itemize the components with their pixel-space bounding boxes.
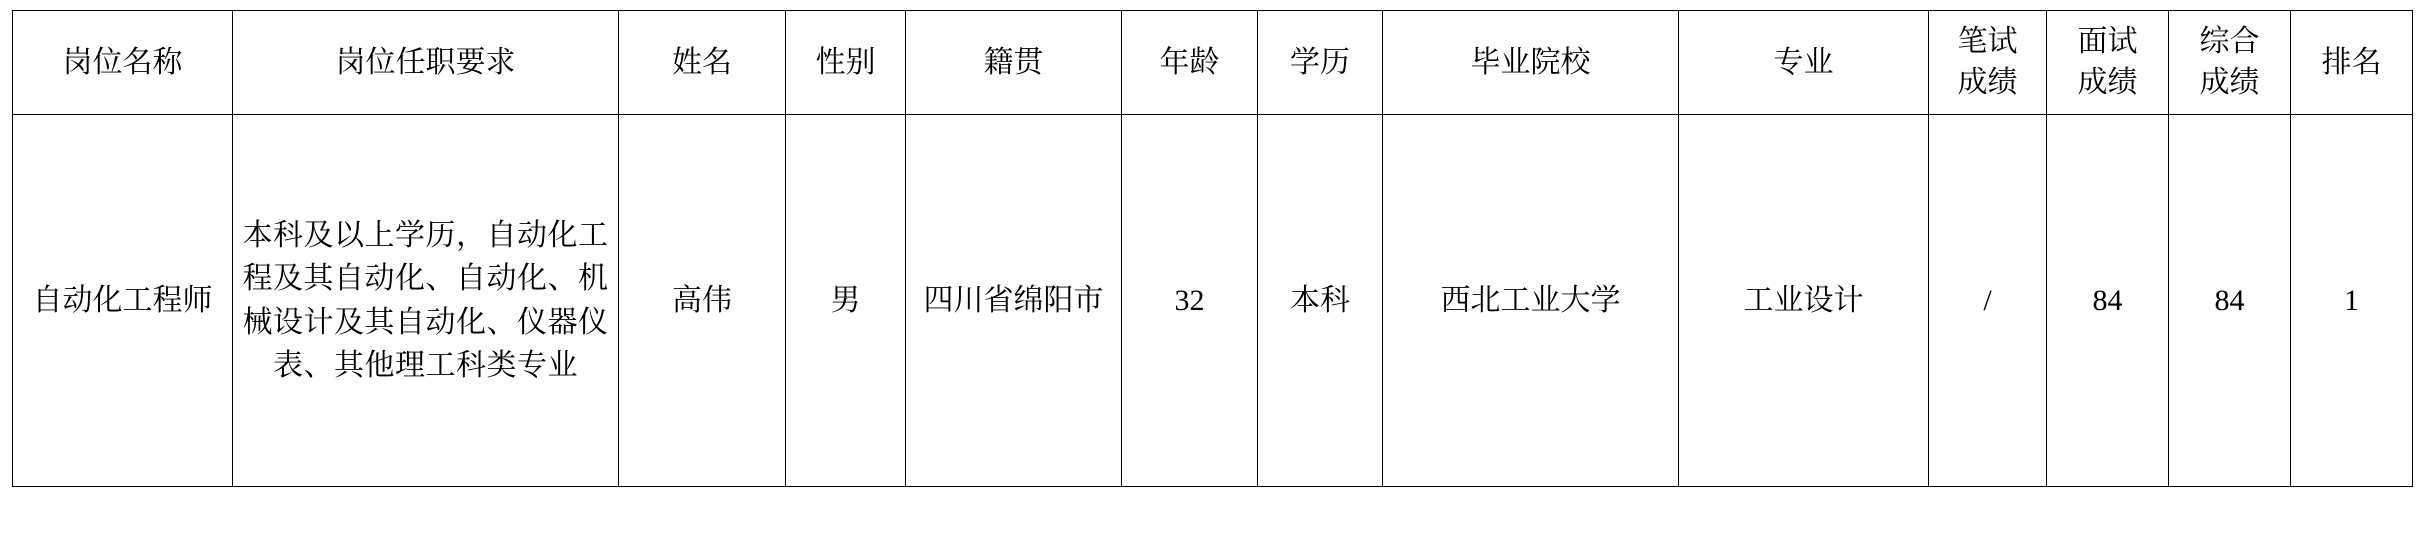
cell-age: 32 bbox=[1122, 115, 1258, 487]
cell-education: 本科 bbox=[1258, 115, 1383, 487]
header-age bbox=[1122, 11, 1258, 115]
header-name-label: 姓名 bbox=[672, 45, 732, 79]
candidate-results-table bbox=[12, 10, 2413, 487]
cell-rank: 1 bbox=[2291, 115, 2413, 487]
header-major bbox=[1679, 11, 1929, 115]
table-row bbox=[13, 115, 2413, 487]
cell-interview-score: 84 bbox=[2047, 115, 2169, 487]
cell-post-name: 自动化工程师 bbox=[13, 115, 233, 487]
header-rank-label: 排名 bbox=[2321, 45, 2382, 79]
header-requirements bbox=[233, 11, 619, 115]
cell-school: 西北工业大学 bbox=[1383, 115, 1679, 487]
header-gender-label: 性别 bbox=[815, 45, 876, 79]
cell-gender: 男 bbox=[786, 115, 906, 487]
cell-major: 工业设计 bbox=[1679, 115, 1929, 487]
header-written-score-line1: 笔试 bbox=[1957, 25, 2018, 58]
results-table-page bbox=[0, 10, 2427, 554]
header-school bbox=[1383, 11, 1679, 115]
header-post-name-label: 岗位名称 bbox=[62, 45, 183, 79]
header-total-score bbox=[2169, 11, 2291, 115]
header-interview-score bbox=[2047, 11, 2169, 115]
cell-total-score: 84 bbox=[2169, 115, 2291, 487]
header-written-score-line2: 成绩 bbox=[1957, 65, 2018, 99]
header-written-score bbox=[1929, 11, 2047, 115]
header-gender bbox=[786, 11, 906, 115]
header-interview-score-line1: 面试 bbox=[2077, 25, 2138, 58]
header-school-label: 毕业院校 bbox=[1470, 45, 1591, 79]
header-total-score-line2: 成绩 bbox=[2199, 65, 2260, 99]
header-interview-score-line2: 成绩 bbox=[2077, 65, 2138, 99]
table-header-row bbox=[13, 11, 2413, 115]
header-origin bbox=[906, 11, 1122, 115]
cell-written-score: / bbox=[1929, 115, 2047, 487]
header-origin-label: 籍贯 bbox=[983, 45, 1044, 79]
header-major-label: 专业 bbox=[1773, 45, 1834, 79]
cell-name: 高伟 bbox=[619, 115, 786, 487]
header-post-name bbox=[13, 11, 233, 115]
header-education bbox=[1258, 11, 1383, 115]
header-rank bbox=[2291, 11, 2413, 115]
cell-origin: 四川省绵阳市 bbox=[906, 115, 1122, 487]
header-requirements-label: 岗位任职要求 bbox=[335, 45, 516, 79]
header-education-label: 学历 bbox=[1290, 45, 1350, 79]
header-age-label: 年龄 bbox=[1159, 45, 1220, 79]
header-name bbox=[619, 11, 786, 115]
header-total-score-line1: 综合 bbox=[2199, 25, 2260, 58]
cell-requirements: 本科及以上学历，自动化工程及其自动化、自动化、机械设计及其自动化、仪器仪表、其他理工科类专业 bbox=[233, 115, 619, 487]
